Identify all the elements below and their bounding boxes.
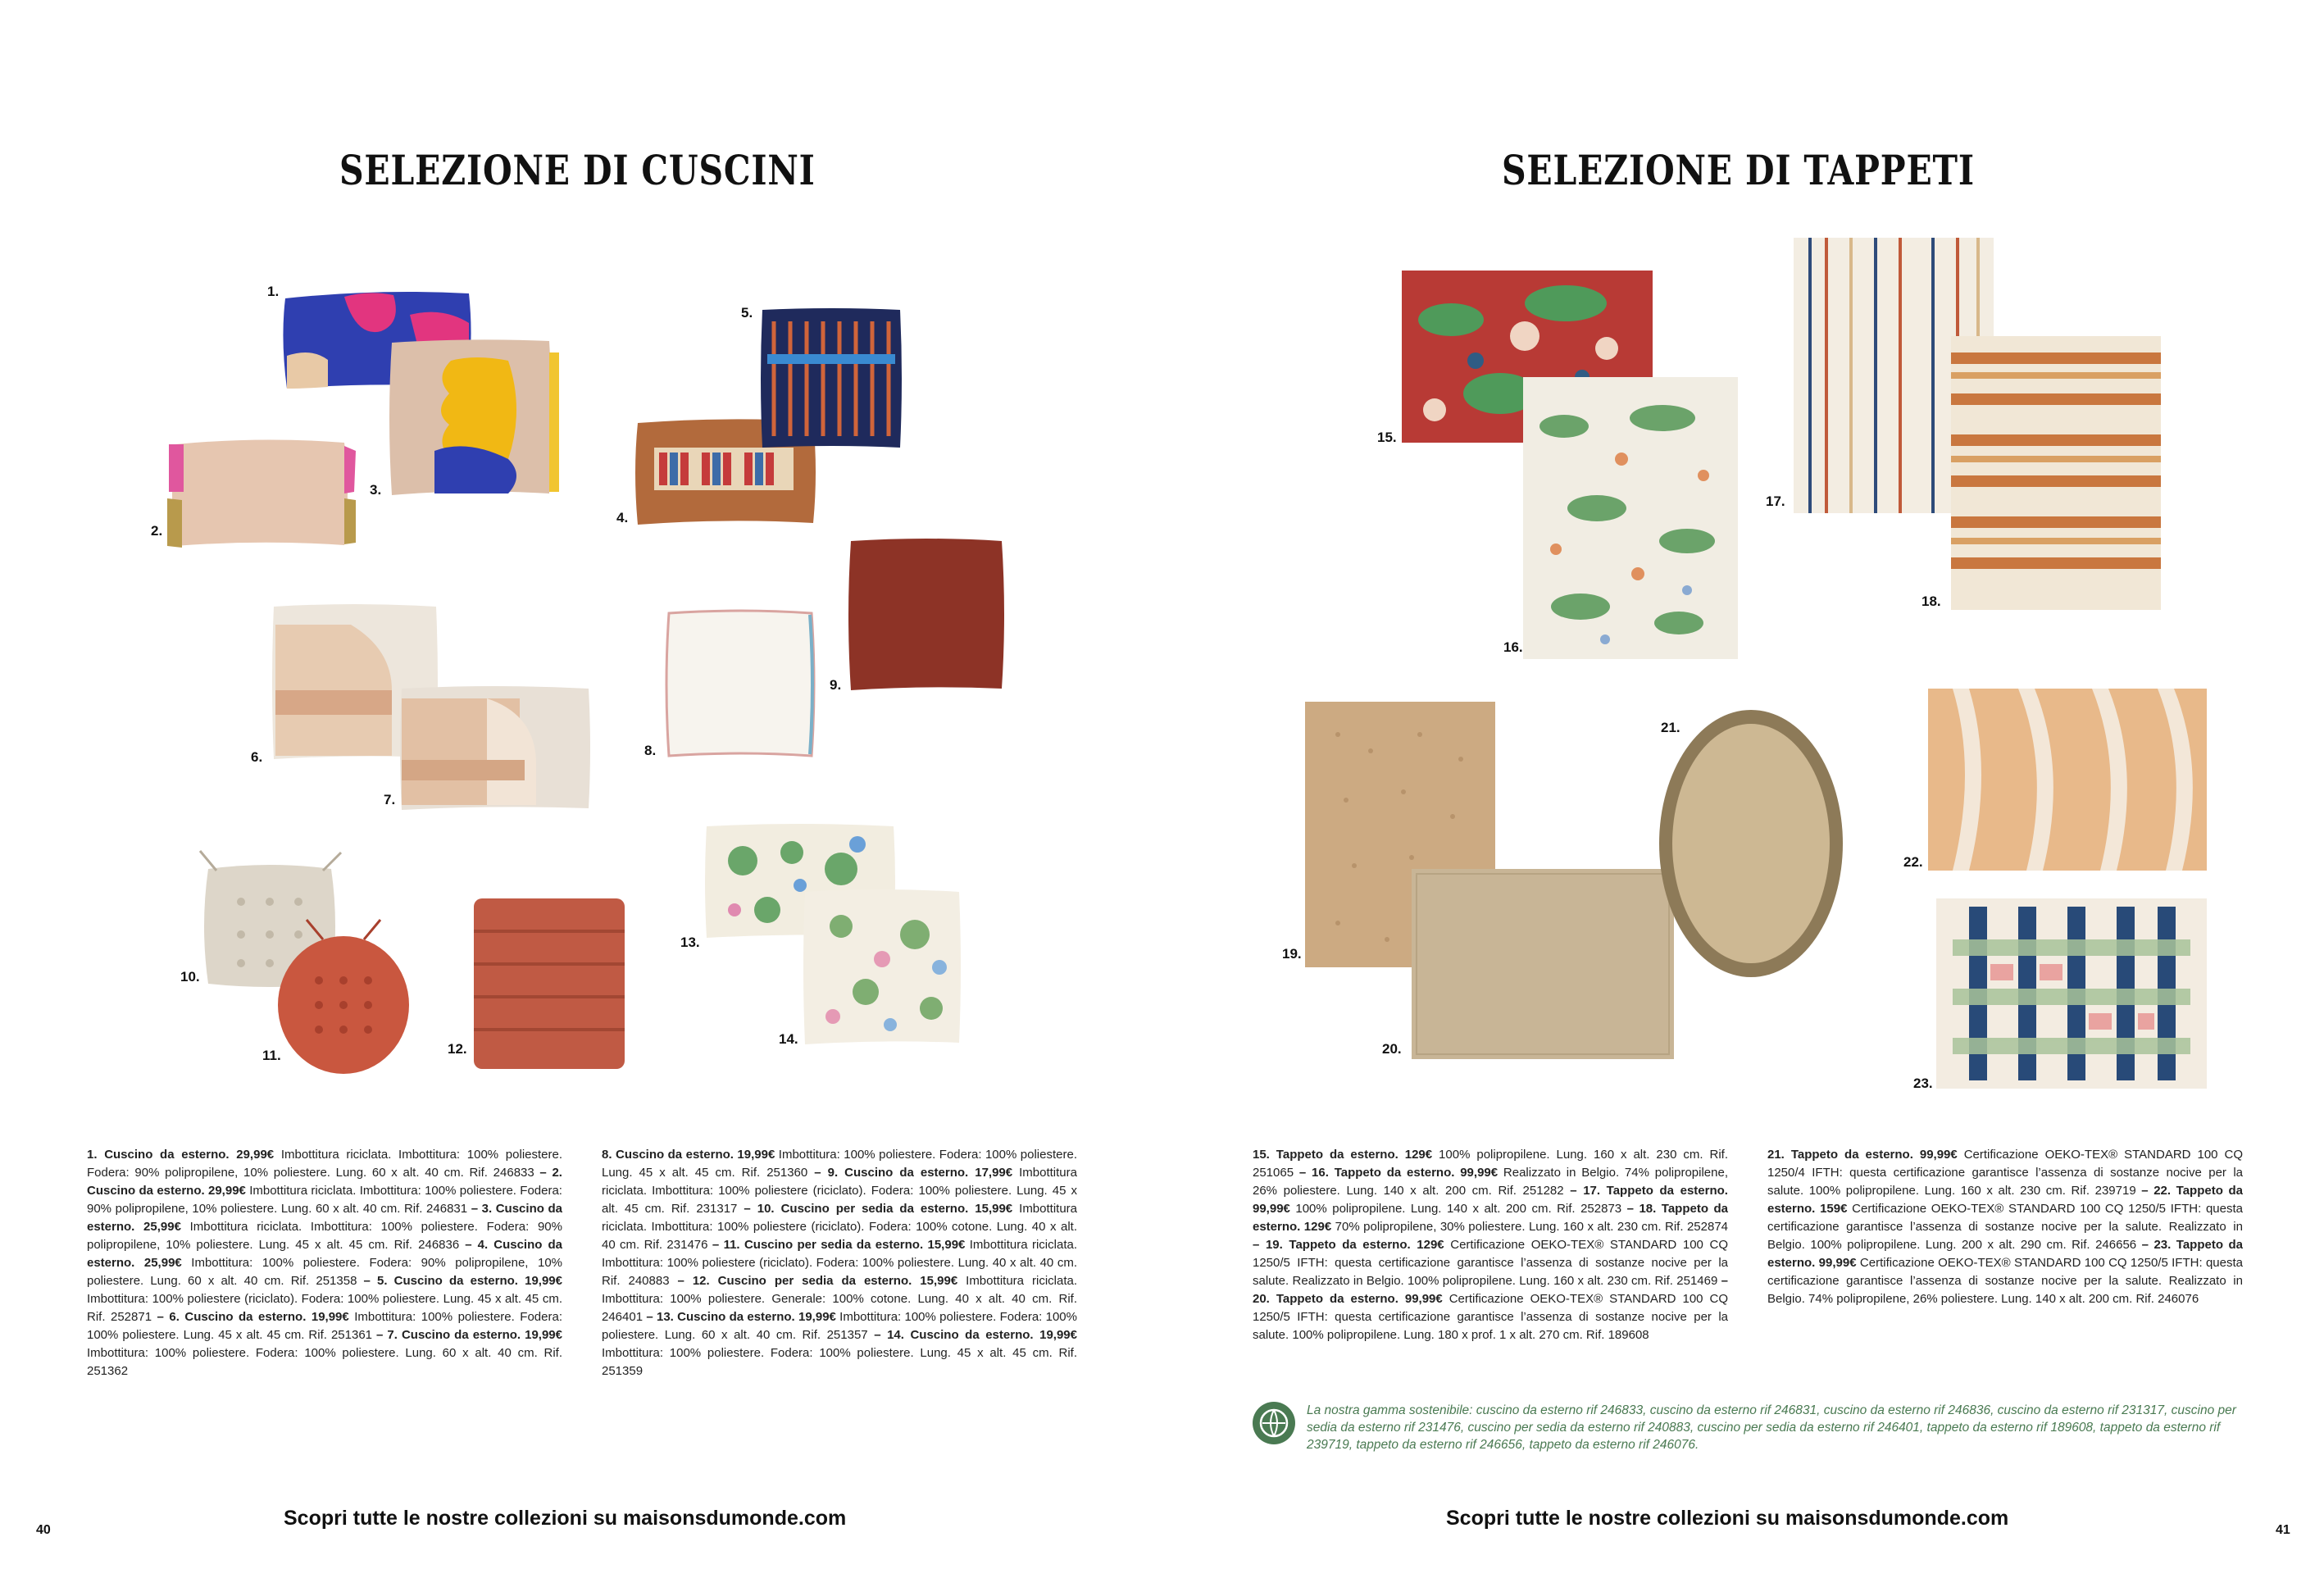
footer-link[interactable]: Scopri tutte le nostre collezioni su maisonsdumonde.com bbox=[1446, 1507, 2009, 1530]
label-7: 7. bbox=[384, 792, 396, 807]
label-8: 8. bbox=[644, 743, 657, 758]
sustainable-range-text: La nostra gamma sostenibile: cuscino da esterno rif 246833, cuscino da esterno rif 246831, cuscino da esterno rif 246836, cuscino da esterno rif 231317, cuscino per sedia da esterno rif 231476, cuscino per sedia da esterno rif 240883, cuscino per sedia da esterno rif 246401, tappeto da esterno rif 189608, tappeto da esterno rif 239719, tappeto da esterno rif 246656, tappeto da esterno rif 246076. bbox=[1307, 1403, 2236, 1452]
description-column-2: 21. Tappeto da esterno. 99,99€ Certificazione OEKO-TEX® STANDARD 100 CQ 1250/4 IFTH: questa certificazione garantisce l’assenza di sostanze nocive per la salute. 100% polipropilene. Lung. 160 x alt. 230 cm. Rif. 239719 – 22. Tappeto da esterno. 159€ Certificazione OEKO-TEX® STANDARD 100 CQ 1250/5 IFTH: questa certificazione garantisce l’assenza di sostanze nocive per la salute. Realizzato in Belgio. 100% polipropilene. Lung. 200 x alt. 290 cm. Rif. 246656 – 23. Tappeto da esterno. 99,99€ Certificazione OEKO-TEX® STANDARD 100 CQ 1250/5 IFTH: questa certificazione garantisce l’assenza di sostanze nocive per la salute. Realizzato in Belgio. 74% polipropilene, 26% poliestere. Lung. 140 x alt. 200 cm. Rif. 246076 bbox=[1767, 1148, 2244, 1306]
product-rug-21[interactable] bbox=[1656, 707, 1846, 980]
product-rug-23[interactable] bbox=[1936, 898, 2207, 1089]
label-16: 16. bbox=[1503, 639, 1523, 655]
page-title: SELEZIONE DI CUSCINI bbox=[339, 146, 816, 194]
label-6: 6. bbox=[251, 749, 263, 765]
description-column-1: 15. Tappeto da esterno. 129€ 100% polipropilene. Lung. 160 x alt. 230 cm. Rif. 251065 – 16. Tappeto da esterno. 99,99€ Realizzato in Belgio. 74% polipropilene, 26% poliestere. Lung. 140 x alt. 200 cm. Rif. 251282 – 17. Tappeto da esterno. 99,99€ 100% polipropilene. Lung. 140 x alt. 200 cm. Rif. 252873 – 18. Tappeto da esterno. 129€ 70% polipropilene, 30% poliestere. Lung. 160 x alt. 230 cm. Rif. 252874 – 19. Tappeto da esterno. 129€ Certificazione OEKO-TEX® STANDARD 100 CQ 1250/5 IFTH: questa certificazione garantisce l’assenza di sostanze nocive per la salute. Realizzato in Belgio. 100% polipropilene. Lung. 160 x alt. 230 cm. Rif. 251469 – 20. Tappeto da esterno. 99,99€ Certificazione OEKO-TEX® STANDARD 100 CQ 1250/5 IFTH: questa certificazione garantisce l’assenza di sostanze nocive per la salute. 100% polipropilene. Lung. 180 x prof. 1 x alt. 270 cm. Rif. 189608 bbox=[1253, 1148, 1728, 1342]
label-9: 9. bbox=[830, 677, 842, 693]
product-rug-22[interactable] bbox=[1928, 689, 2207, 871]
label-19: 19. bbox=[1282, 946, 1302, 962]
label-18: 18. bbox=[1922, 593, 1941, 609]
label-23: 23. bbox=[1913, 1076, 1933, 1091]
label-1: 1. bbox=[267, 284, 280, 299]
label-22: 22. bbox=[1903, 854, 1923, 870]
label-15: 15. bbox=[1377, 430, 1397, 445]
label-4: 4. bbox=[616, 510, 629, 525]
description-column-1: 1. Cuscino da esterno. 29,99€ Imbottitura riciclata. Imbottitura: 100% poliestere. Fodera: 90% polipropilene, 10% poliestere. Lung. 60 x alt. 40 cm. Rif. 246833 – 2. Cuscino da esterno. 29,99€ Imbottitura riciclata. Imbottitura: 100% poliestere. Fodera: 90% polipropilene, 10% poliestere. Lung. 60 x alt. 40 cm. Rif. 246831 – 3. Cuscino da esterno. 25,99€ Imbottitura riciclata. Imbottitura: 100% poliestere. Fodera: 90% polipropilene, 10% poliestere. Lung. 45 x alt. 45 cm. Rif. 246836 – 4. Cuscino da esterno. 25,99€ Imbottitura: 100% poliestere. Fodera: 90% polipropilene, 10% poliestere. Lung. 60 x alt. 40 cm. Rif. 251358 – 5. Cuscino da esterno. 19,99€ Imbottitura: 100% poliestere (riciclato). Fodera: 100% poliestere. Lung. 45 x alt. 45 cm. Rif. 252871 – 6. Cuscino da esterno. 19,99€ Imbottitura: 100% poliestere. Fodera: 100% poliestere. Lung. 45 x alt. 45 cm. Rif. 251361 – 7. Cuscino da esterno. 19,99€ Imbottitura: 100% poliestere. Fodera: 100% poliestere. Lung. 60 x alt. 40 cm. Rif. 251362 bbox=[87, 1148, 563, 1378]
label-11: 11. bbox=[262, 1048, 281, 1063]
label-12: 12. bbox=[448, 1041, 467, 1057]
description-column-2: 8. Cuscino da esterno. 19,99€ Imbottitura: 100% poliestere. Fodera: 100% poliestere. Lung. 45 x alt. 45 cm. Rif. 251360 – 9. Cuscino da esterno. 17,99€ Imbottitura riciclata. Imbottitura: 100% poliestere (riciclato). Fodera: 100% poliestere. Lung. 45 x alt. 45 cm. Rif. 231317 – 10. Cuscino per sedia da esterno. 15,99€ Imbottitura riciclata. Imbottitura: 100% poliestere (riciclato). Fodera: 100% cotone. Lung. 40 x alt. 40 cm. Rif. 231476 – 11. Cuscino per sedia da esterno. 15,99€ Imbottitura riciclata. Imbottitura: 100% poliestere (riciclato). Fodera: 100% poliestere. Lung. 40 x alt. 40 cm. Rif. 240883 – 12. Cuscino per sedia da esterno. 15,99€ Imbottitura riciclata. Imbottitura: 100% poliestere. Generale: 100% cotone. Lung. 40 x alt. 40 cm. Rif. 246401 – 13. Cuscino da esterno. 19,99€ Imbottitura: 100% poliestere. Fodera: 100% poliestere. Lung. 60 x alt. 40 cm. Rif. 251357 – 14. Cuscino da esterno. 19,99€ Imbottitura: 100% poliestere. Fodera: 100% poliestere. Lung. 45 x alt. 45 cm. Rif. 251359 bbox=[602, 1148, 1078, 1378]
label-2: 2. bbox=[151, 523, 163, 539]
label-10: 10. bbox=[180, 969, 200, 985]
product-rug-16[interactable] bbox=[1523, 377, 1738, 659]
label-3: 3. bbox=[370, 482, 382, 498]
page-number: 41 bbox=[2276, 1523, 2290, 1537]
label-21: 21. bbox=[1661, 720, 1680, 735]
label-14: 14. bbox=[779, 1031, 798, 1047]
page-title: SELEZIONE DI TAPPETI bbox=[1502, 146, 1975, 194]
globe-leaf-icon bbox=[1253, 1402, 1295, 1444]
label-5: 5. bbox=[741, 305, 753, 321]
footer-link[interactable]: Scopri tutte le nostre collezioni su maisonsdumonde.com bbox=[284, 1507, 847, 1530]
product-rug-18[interactable] bbox=[1951, 336, 2161, 610]
label-13: 13. bbox=[680, 935, 700, 950]
page-number: 40 bbox=[36, 1523, 51, 1537]
label-20: 20. bbox=[1382, 1041, 1402, 1057]
product-rug-20[interactable] bbox=[1412, 869, 1674, 1059]
label-17: 17. bbox=[1766, 493, 1785, 509]
